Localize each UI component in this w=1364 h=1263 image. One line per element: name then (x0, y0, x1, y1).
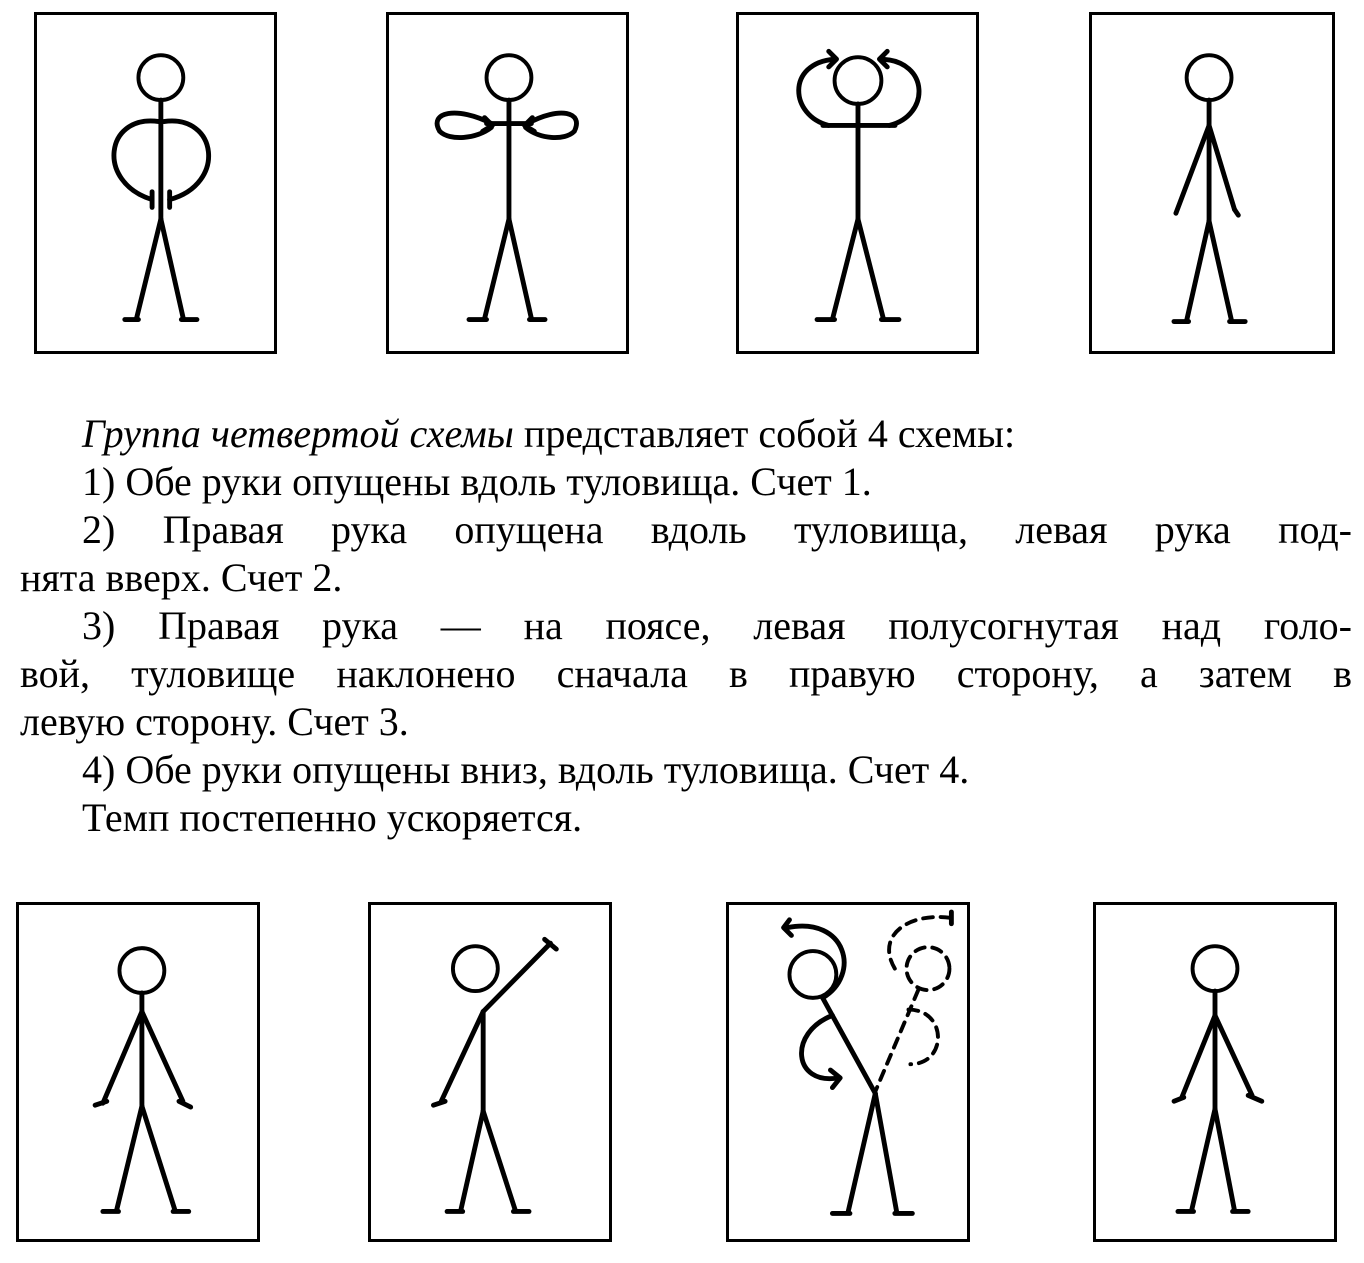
figure-bottom-1 (16, 902, 260, 1242)
figure-top-4 (1089, 12, 1335, 354)
step-3-line-2: вой, туловище наклонено сначала в правую сторону, а затем в (20, 651, 1352, 696)
stick-figure-arms-down-icon (1092, 15, 1332, 351)
figure-bottom-2 (368, 902, 612, 1242)
figure-top-2 (386, 12, 629, 354)
tempo-note: Темп постепенно ускоряется. (82, 795, 583, 840)
figure-top-3 (736, 12, 979, 354)
figure-top-1 (34, 12, 277, 354)
step-1: 1) Обе руки опущены вдоль туловища. Счет 1. (82, 459, 872, 504)
figure-bottom-3 (726, 902, 970, 1242)
stick-figure-arm-raised-icon (371, 905, 609, 1239)
stick-figure-arms-bent-icon (389, 15, 626, 351)
stick-figure-arms-down-icon (19, 905, 257, 1239)
scheme-group-title: Группа четвертой схемы (82, 411, 514, 456)
step-2-line-1: 2) Правая рука опущена вдоль туловища, левая рука под- (82, 507, 1352, 552)
stick-figure-arms-circling-icon (37, 15, 274, 351)
stick-figure-side-bend-icon (729, 905, 967, 1239)
step-2-line-2: нята вверх. Счет 2. (20, 555, 343, 600)
step-3-line-3: левую сторону. Счет 3. (20, 699, 409, 744)
stick-figure-arms-down-icon (1096, 905, 1334, 1239)
description-text (20, 410, 1352, 842)
stick-figure-hands-above-head-icon (739, 15, 976, 351)
step-4: 4) Обе руки опущены вниз, вдоль туловища. Счет 4. (82, 747, 970, 792)
intro-text: представляет собой 4 схемы: (513, 411, 1016, 456)
intro-paragraph (20, 410, 1352, 458)
figure-bottom-4 (1093, 902, 1337, 1242)
step-3-line-1: 3) Правая рука — на поясе, левая полусогнутая над голо- (82, 603, 1352, 648)
